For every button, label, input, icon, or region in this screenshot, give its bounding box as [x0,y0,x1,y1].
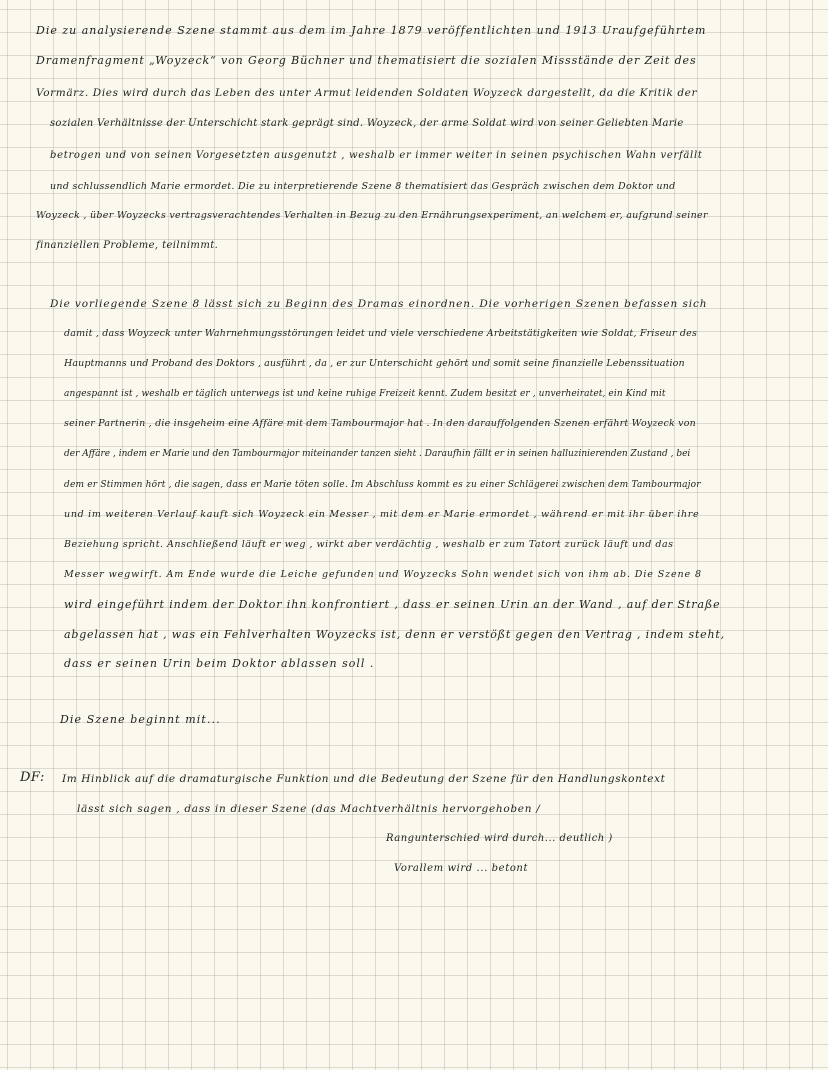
paragraph1-line-2: Dramenfragment „Woyzeck“ von Georg Büchner und thematisiert die sozialen Missstände der Zeit des [36,54,697,67]
paragraph2-line-12: abgelassen hat , was ein Fehlverhalten Woyzecks ist, denn er verstößt gegen den Vertrag , indem steht, [64,628,725,641]
paragraph1-line-8: finanziellen Probleme, teilnimmt. [36,240,219,251]
intro-line: Die Szene beginnt mit... [60,713,221,726]
paragraph1-line-1: Die zu analysierende Szene stammt aus dem im Jahre 1879 veröffentlichten und 1913 Uraufgeführtem [36,24,707,37]
paragraph2-line-7: dem er Stimmen hört , die sagen, dass er Marie töten solle. Im Abschluss kommt es zu einer Schlägerei zwischen dem Tambourmajor [64,480,701,490]
paragraph2-line-4: angespannt ist , weshalb er täglich unterwegs ist und keine ruhige Freizeit kennt. Zudem besitzt er , unverheiratet, ein Kind mit [64,389,666,399]
df-line-3: Rangunterschied wird durch... deutlich ) [386,833,613,844]
paragraph2-line-6: der Affäre , indem er Marie und den Tambourmajor miteinander tanzen sieht . Daraufhin fällt er in seinen halluzinierenden Zustand , bei [64,449,691,459]
paragraph1-line-6: und schlussendlich Marie ermordet. Die zu interpretierende Szene 8 thematisiert das Gespräch zwischen dem Doktor und [50,181,676,192]
paragraph2-line-10: Messer wegwirft. Am Ende wurde die Leiche gefunden und Woyzecks Sohn wendet sich von ihm ab. Die Szene 8 [64,569,702,580]
df-line-2: lässt sich sagen , dass in dieser Szene (das Machtverhältnis hervorgehoben / [77,803,541,815]
paragraph2-line-9: Beziehung spricht. Anschließend läuft er weg , wirkt aber verdächtig , weshalb er zum Tatort zurück läuft und das [64,539,674,550]
paragraph2-line-13: dass er seinen Urin beim Doktor ablassen soll . [64,657,375,670]
paragraph2-line-8: und im weiteren Verlauf kauft sich Woyzeck ein Messer , mit dem er Marie ermordet , während er mit ihr über ihre [64,509,700,520]
paragraph2-line-2: damit , dass Woyzeck unter Wahrnehmungsstörungen leidet und viele verschiedene Arbeitstätigkeiten wie Soldat, Friseur des [64,328,698,339]
paragraph2-line-5: seiner Partnerin , die insgeheim eine Affäre mit dem Tambourmajor hat . In den darauffolgenden Szenen erfährt Woyzeck von [64,418,696,429]
paragraph1-line-4: sozialen Verhältnisse der Unterschicht stark geprägt sind. Woyzeck, der arme Soldat wird von seiner Geliebten Marie [50,118,684,129]
df-label: DF: [20,770,45,785]
df-line-1: Im Hinblick auf die dramaturgische Funktion und die Bedeutung der Szene für den Handlungskontext [62,773,666,785]
paragraph1-line-3: Vormärz. Dies wird durch das Leben des unter Armut leidenden Soldaten Woyzeck dargestellt, da die Kritik der [36,87,698,99]
df-line-4: Vorallem wird ... betont [394,863,529,874]
paragraph1-line-5: betrogen und von seinen Vorgesetzten ausgenutzt , weshalb er immer weiter in seinen psychischen Wahn verfällt [50,150,703,161]
paragraph2-line-1: Die vorliegende Szene 8 lässt sich zu Beginn des Dramas einordnen. Die vorherigen Szenen befassen sich [50,298,708,310]
paragraph2-line-3: Hauptmanns und Proband des Doktors , ausführt , da , er zur Unterschicht gehört und somit seine finanzielle Lebenssituation [64,358,685,369]
paragraph1-line-7: Woyzeck , über Woyzecks vertragsverachtendes Verhalten in Bezug zu den Ernährungsexperiment, an welchem er, aufgrund seiner [36,210,708,221]
paragraph2-line-11: wird eingeführt indem der Doktor ihn konfrontiert , dass er seinen Urin an der Wand , auf der Straße [64,598,721,611]
